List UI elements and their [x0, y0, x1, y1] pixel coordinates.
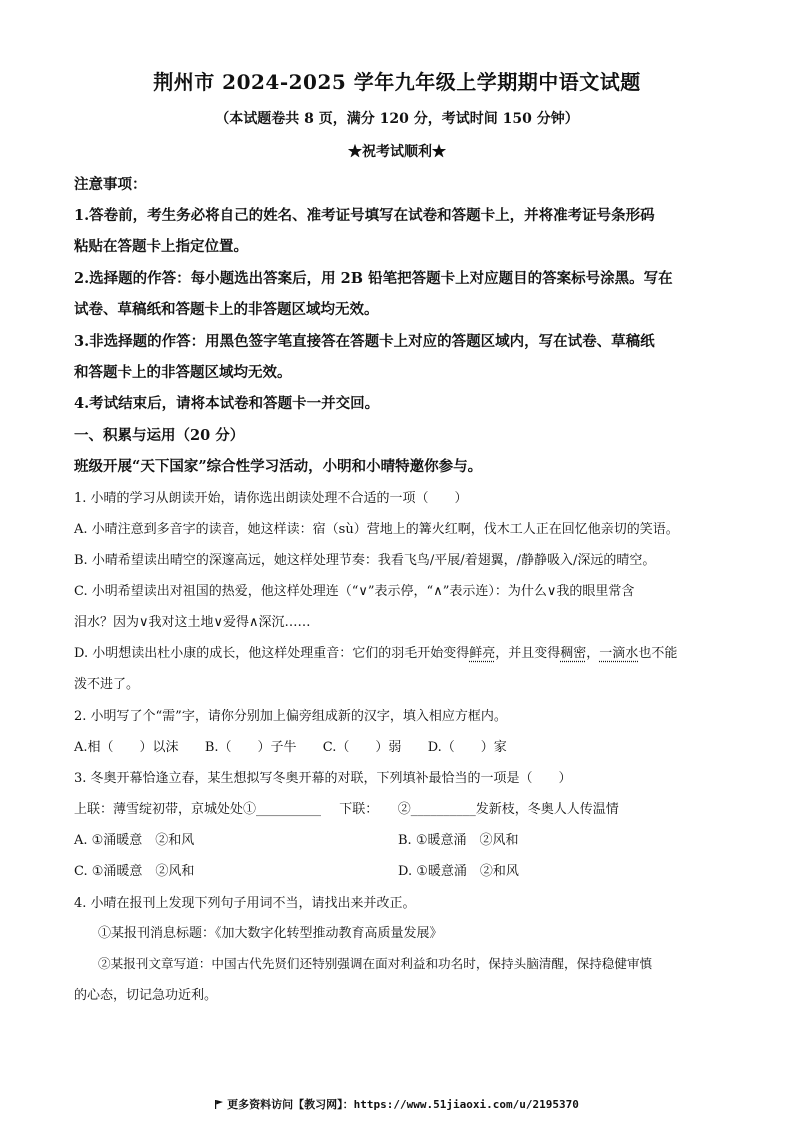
- question-1-option-c-cont: 泪水？因为∨我对这土地∨爱得∧深沉……: [74, 615, 311, 630]
- question-2-stem: 2. 小明写了个“需”字，请你分别加上偏旁组成新的汉字，填入相应方框内。: [74, 709, 507, 724]
- question-3-option-d: D. ①暖意涌 ②和风: [398, 864, 519, 879]
- exam-info: （本试题卷共 8 页，满分 120 分，考试时间 150 分钟）: [215, 111, 579, 127]
- emphasis-word: 稠密: [560, 646, 587, 661]
- notice-line: 和答题卡上的非答题区域均无效。: [74, 364, 292, 381]
- couplet-upper: 上联：薄雪绽初带，京城处处①__________: [74, 802, 322, 817]
- option-d-text: D. 小明想读出杜小康的成长，他这样处理重音：它们的羽毛开始变得: [74, 646, 470, 661]
- question-4-sentence-2-cont: 的心态，切记急功近利。: [74, 988, 218, 1003]
- question-3-stem: 3. 冬奥开幕恰逢立春，某生想拟写冬奥开幕的对联，下列填补最恰当的一项是（ ）: [74, 771, 572, 786]
- question-4-sentence-1: ①某报刊消息标题：《加大数字化转型推动教育高质量发展》: [98, 926, 443, 941]
- notice-line: 4.考试结束后，请将本试卷和答题卡一并交回。: [74, 395, 380, 412]
- question-1-option-d: [74, 642, 724, 661]
- question-1-option-d-cont: 泼不进了。: [74, 677, 140, 692]
- question-2-options: [74, 736, 724, 755]
- couplet-lower: 下联： ②__________发新枝，冬奥人人传温情: [339, 802, 619, 817]
- question-3-option-c: C. ①涌暖意 ②风和: [74, 864, 195, 879]
- good-luck-line: ★祝考试顺利★: [348, 144, 446, 160]
- notice-line: 试卷、草稿纸和答题卡上的非答题区域均无效。: [74, 301, 379, 318]
- question-2-option: C.（ ）弱: [322, 740, 402, 755]
- question-4-stem: 4. 小晴在报刊上发现下列句子用词不当，请找出来并改正。: [74, 896, 416, 911]
- question-2-option: D.（ ）家: [427, 740, 507, 755]
- page-title: 荆州市 2024-2025 学年九年级上学期期中语文试题: [153, 70, 641, 94]
- question-1-stem: 1. 小晴的学习从朗读开始，请你选出朗读处理不合适的一项（ ）: [74, 491, 468, 506]
- footer-text: 更多资料访问【教习网】：https://www.51jiaoxi.com/u/2195370: [227, 1098, 579, 1111]
- question-1-option-a: A. 小晴注意到多音字的读音，她这样读：宿（sù）营地上的篝火红啊，伐木工人正在回忆他亲切的笑语。: [74, 522, 679, 537]
- emphasis-word: 鲜亮: [469, 646, 496, 661]
- question-1-option-c: C. 小明希望读出对祖国的热爱，他这样处理连（“∨”表示停，“∧”表示连）：为什么∨我的眼里常含: [74, 584, 635, 599]
- section-intro: 班级开展“天下国家”综合性学习活动，小明和小晴特邀你参与。: [74, 458, 483, 475]
- question-2-option: A.相（ ）以沫: [74, 740, 179, 755]
- question-1-option-b: B. 小晴希望读出晴空的深邃高远，她这样处理节奏：我看飞鸟/平展/着翅翼，/静静吸入/深远的晴空。: [74, 553, 656, 568]
- option-d-text: ，: [586, 646, 600, 661]
- couplet-line: [74, 798, 724, 817]
- footer-link[interactable]: [0, 1096, 794, 1112]
- notice-line: 3.非选择题的作答：用黑色签字笔直接答在答题卡上对应的答题区域内，写在试卷、草稿纸: [74, 333, 655, 350]
- notice-line: 粘贴在答题卡上指定位置。: [74, 238, 248, 255]
- notice-line: 1.答卷前，考生务必将自己的姓名、准考证号填写在试卷和答题卡上，并将准考证号条形码: [74, 207, 655, 224]
- option-d-text: ，并且变得: [495, 646, 561, 661]
- option-d-text: 也不能: [638, 646, 678, 661]
- question-4-sentence-2: ②某报刊文章写道：中国古代先贤们还特别强调在面对利益和功名时，保持头脑清醒，保持稳健审慎: [98, 956, 653, 971]
- question-3-option-a: A. ①涌暖意 ②和风: [74, 833, 195, 848]
- question-2-option: B.（ ）子牛: [204, 740, 297, 755]
- question-3-option-b: B. ①暖意涌 ②风和: [398, 833, 519, 848]
- notice-line: 2.选择题的作答：每小题选出答案后，用 2B 铅笔把答题卡上对应题目的答案标号涂黑。写在: [74, 270, 673, 287]
- notice-heading: 注意事项：: [74, 176, 147, 193]
- emphasis-word: 一滴水: [599, 646, 639, 661]
- flag-icon: [215, 1100, 223, 1109]
- section-heading: 一、积累与运用（20 分）: [74, 427, 245, 444]
